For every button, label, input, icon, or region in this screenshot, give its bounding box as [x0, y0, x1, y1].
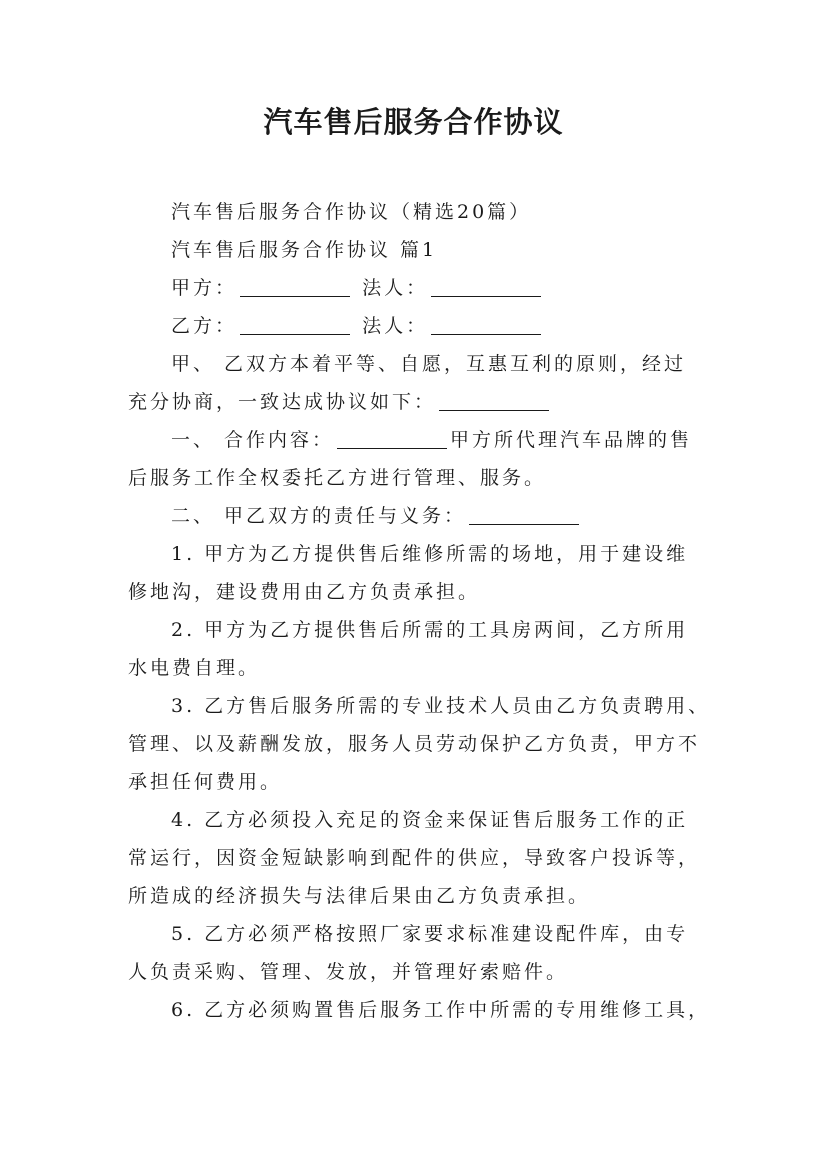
- item5-line: 人负责采购、管理、发放，并管理好索赔件。: [128, 961, 569, 983]
- party-a-legal-rep-label: 法人：: [362, 277, 429, 299]
- item4-line: 所造成的经济损失与法律后果由乙方负责承担。: [128, 885, 591, 907]
- party-b-legal-rep-label: 法人：: [362, 315, 429, 337]
- clause2-blank: [469, 502, 579, 525]
- party-a-label: 甲方：: [171, 277, 238, 299]
- clause1-line: 后服务工作全权委托乙方进行管理、服务。: [128, 467, 547, 489]
- item3-line: 管理、以及薪酬发放，服务人员劳动保护乙方负责，甲方不: [128, 733, 701, 755]
- item2-line: 水电费自理。: [128, 657, 261, 679]
- section-heading: 汽车售后服务合作协议 篇1: [171, 239, 438, 261]
- clause1-line: 一、 合作内容： 甲方所代理汽车品牌的售: [128, 421, 708, 459]
- party-a-legal-rep-blank: [431, 274, 541, 297]
- item1-line: 修地沟，建设费用由乙方负责承担。: [128, 581, 481, 603]
- party-b-label: 乙方：: [171, 315, 238, 337]
- item3-line: 承担任何费用。: [128, 771, 283, 793]
- subtitle: 汽车售后服务合作协议（精选20篇）: [171, 201, 532, 223]
- party-b-legal-rep-blank: [431, 312, 541, 335]
- party-b-line: [128, 307, 708, 345]
- clause2-heading: 二、 甲乙双方的责任与义务：: [128, 497, 708, 535]
- document-title: 汽车售后服务合作协议: [263, 105, 564, 139]
- party-b-blank: [240, 312, 350, 335]
- item5-line: 5. 乙方必须严格按照厂家要求标准建设配件库，由专: [171, 923, 689, 945]
- party-a-line: [128, 269, 708, 307]
- intro-blank: [439, 388, 549, 411]
- item1-line: 1. 甲方为乙方提供售后维修所需的场地，用于建设维: [171, 543, 689, 565]
- item3-line: 3. 乙方售后服务所需的专业技术人员由乙方负责聘用、: [171, 695, 711, 717]
- document-body: [128, 193, 711, 1029]
- intro-line: 充分协商，一致达成协议如下：: [128, 383, 708, 421]
- item6-line: 6. 乙方必须购置售后服务工作中所需的专用维修工具，: [171, 999, 711, 1021]
- party-a-blank: [240, 274, 350, 297]
- item4-line: 4. 乙方必须投入充足的资金来保证售后服务工作的正: [171, 809, 689, 831]
- intro-line: 甲、 乙双方本着平等、自愿，互惠互利的原则，经过: [171, 353, 687, 375]
- clause1-blank: [337, 426, 447, 449]
- item2-line: 2. 甲方为乙方提供售后所需的工具房两间，乙方所用: [171, 619, 689, 641]
- item4-line: 常运行，因资金短缺影响到配件的供应，导致客户投诉等，: [128, 847, 701, 869]
